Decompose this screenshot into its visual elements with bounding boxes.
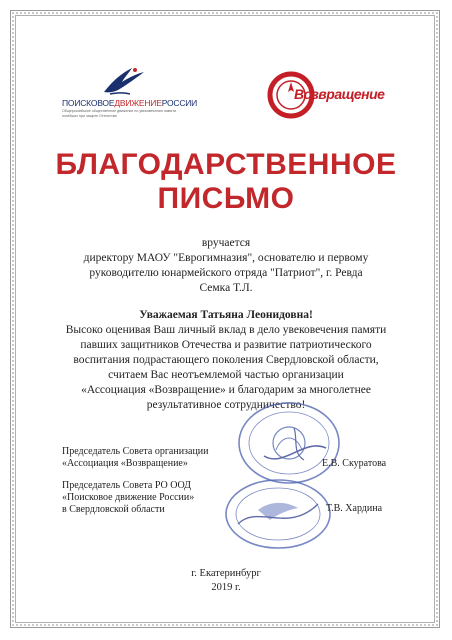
crane-bird-icon	[102, 64, 146, 96]
letter-line: павших защитников Отечества и развитие патриотического	[80, 339, 372, 351]
heading-line1: БЛАГОДАРСТВЕННОЕ	[55, 148, 397, 181]
logo-title-part1: ПОИСКОВОЕ	[62, 98, 115, 108]
logo-title-part3: РОССИИ	[161, 98, 198, 108]
logo-poiskovoe-dvizhenie	[62, 64, 198, 128]
logo-vozvrashchenie	[264, 70, 394, 120]
signature-title: «Поисковое движение России»	[62, 492, 195, 503]
footer-city: г. Екатеринбург	[191, 568, 261, 579]
stamp-poiskovoe-icon	[218, 474, 338, 554]
letter-line: воспитания подрастающего поколения Свердловской области,	[73, 354, 379, 366]
logo-right-text: Возвращение	[294, 86, 385, 102]
letter-greeting: Уважаемая Татьяна Леонидовна!	[139, 309, 313, 321]
signature-title: Председатель Совета организации	[62, 446, 209, 457]
signature-block-1	[62, 446, 209, 470]
signature-block-2	[62, 480, 194, 516]
signature-title: в Свердловской области	[62, 504, 165, 515]
signature-title: Председатель Совета РО ООД	[62, 480, 191, 491]
letter-line: считаем Вас неотъемлемой частью организации	[108, 369, 344, 381]
logo-left-subtitle: Общероссийское общественное движение по увековечению памяти погибших при защите Отечества	[62, 109, 176, 118]
heading-line2: ПИСЬМО	[157, 182, 295, 215]
recipient-line1: директору МАОУ "Еврогимназия", основателю и первому	[83, 252, 369, 264]
signature-name-2: Т.В. Хардина	[326, 503, 383, 514]
recipient-line3: Семка Т.Л.	[199, 282, 253, 294]
logo-title-part2: ДВИЖЕНИЕ	[114, 98, 162, 108]
recipient-intro: вручается	[201, 237, 251, 249]
letter-line: результативное сотрудничество!	[146, 399, 306, 411]
recipient-line2: руководителю юнармейского отряда "Патриот", г. Ревда	[89, 267, 363, 279]
signature-name-1: Е.В. Скуратова	[322, 458, 387, 469]
footer-year: 2019 г.	[211, 582, 241, 593]
letter-line: Высоко оценивая Ваш личный вклад в дело увековечения памяти	[65, 324, 387, 336]
signature-title: «Ассоциация «Возвращение»	[62, 458, 188, 469]
letter-line: «Ассоциация «Возвращение» и благодарим за многолетнее	[81, 384, 371, 396]
logo-left-title	[62, 98, 198, 108]
